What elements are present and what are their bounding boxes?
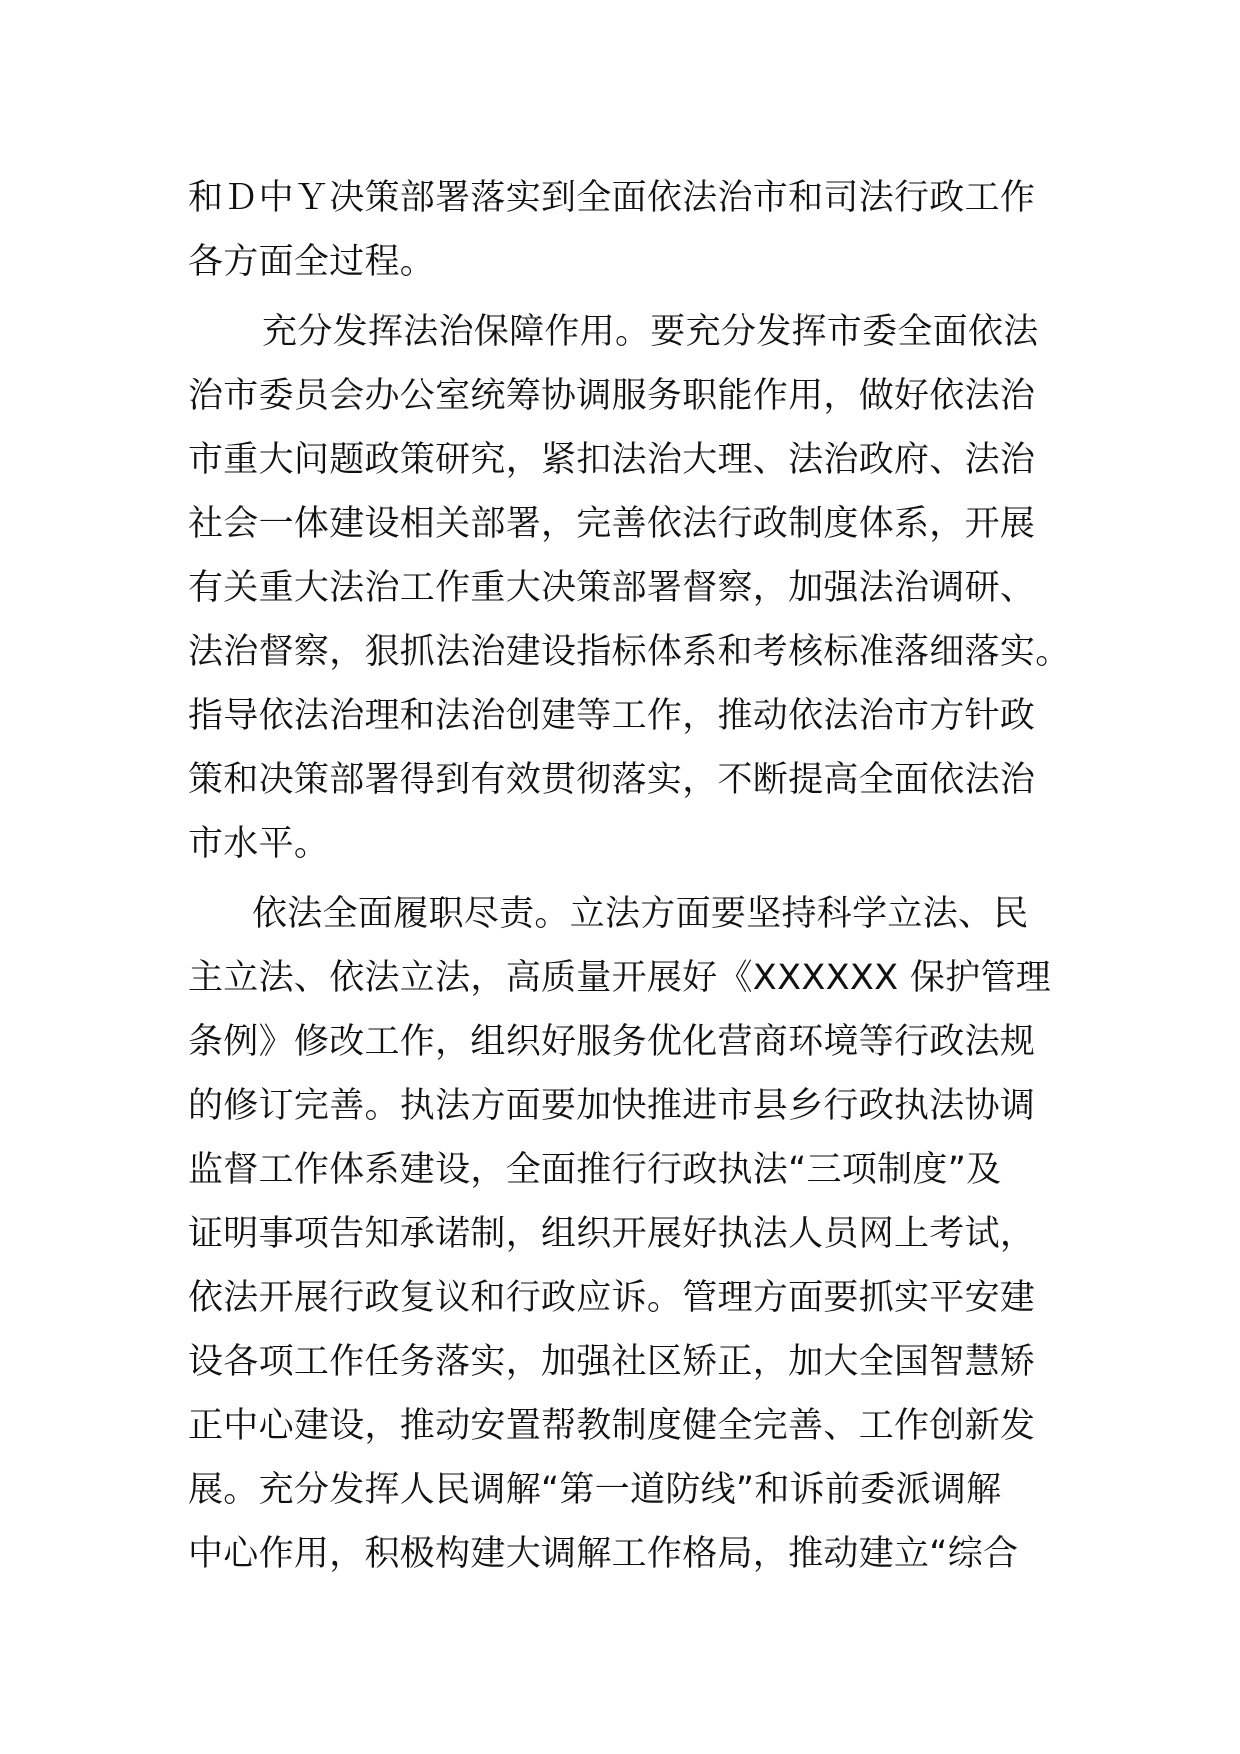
text-line: 监督工作体系建设，全面推行行政执法“三项制度”及	[188, 1150, 1002, 1190]
text-line: 的修订完善。执法方面要加快推进市县乡行政执法协调	[188, 1086, 1036, 1126]
text-line: 展。充分发挥人民调解“第一道防线”和诉前委派调解	[188, 1470, 1002, 1510]
text-line: 市水平。	[188, 824, 330, 864]
text-line: 法治督察，狠抓法治建设指标体系和考核标准落细落实。	[188, 632, 1071, 672]
text-line: 条例》修改工作，组织好服务优化营商环境等行政法规	[188, 1022, 1036, 1062]
text-line: 市重大问题政策研究，紧扣法治大理、法治政府、法治	[188, 440, 1036, 480]
text-line: 依法开展行政复议和行政应诉。管理方面要抓实平安建	[188, 1278, 1036, 1318]
text-line: 中心作用，积极构建大调解工作格局，推动建立“综合	[188, 1534, 1019, 1574]
text-line: 指导依法治理和法治创建等工作，推动依法治市方针政	[188, 696, 1036, 736]
text-line: 治市委员会办公室统筹协调服务职能作用，做好依法治	[188, 376, 1036, 416]
text-line: 社会一体建设相关部署，完善依法行政制度体系，开展	[188, 504, 1036, 544]
text-line: 正中心建设，推动安置帮教制度健全完善、工作创新发	[188, 1406, 1036, 1446]
text-line: 策和决策部署得到有效贯彻落实，不断提高全面依法治	[188, 760, 1036, 800]
paragraph-start-line: 依法全面履职尽责。立法方面要坚持科学立法、民	[252, 894, 1029, 934]
text-line: 证明事项告知承诺制，组织开展好执法人员网上考试，	[188, 1214, 1036, 1254]
text-line: 各方面全过程。	[188, 242, 436, 282]
paragraph-start-line: 充分发挥法治保障作用。要充分发挥市委全面依法	[262, 312, 1039, 352]
text-line: 设各项工作任务落实，加强社区矫正，加大全国智慧矫	[188, 1342, 1036, 1382]
document-body	[188, 166, 1071, 1586]
text-line: 有关重大法治工作重大决策部署督察，加强法治调研、	[188, 568, 1036, 608]
text-line: 主立法、依法立法，高质量开展好《XXXXXX 保护管理	[188, 958, 1052, 998]
text-line: 和Ｄ中Ｙ决策部署落实到全面依法治市和司法行政工作	[188, 178, 1036, 218]
